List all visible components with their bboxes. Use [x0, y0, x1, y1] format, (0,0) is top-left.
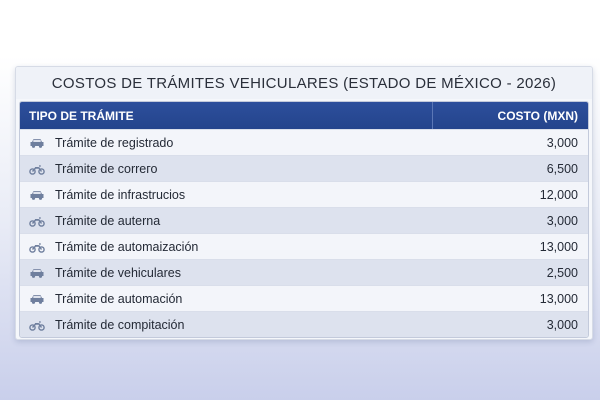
- row-label: Trámite de correго: [55, 161, 158, 176]
- row-cost: 13,000: [539, 291, 578, 306]
- row-cost: 13,000: [539, 239, 578, 254]
- row-label: Trámite de infrastrucios: [55, 187, 186, 202]
- table-row: [20, 181, 588, 207]
- header-type: TIPO DE TRÁMITE: [20, 102, 433, 129]
- table-header: [20, 102, 588, 129]
- row-label: Trámite de automaización: [55, 239, 199, 254]
- car-icon: [29, 189, 45, 201]
- costs-card: [15, 66, 593, 340]
- table-row: [20, 207, 588, 233]
- motorcycle-icon: [29, 319, 45, 331]
- table-row: [20, 129, 588, 155]
- table-row: [20, 155, 588, 181]
- row-cost: 3,000: [546, 213, 578, 228]
- motorcycle-icon: [29, 215, 45, 227]
- table-row: [20, 233, 588, 259]
- row-cost: 2,500: [546, 265, 578, 280]
- row-label: Trámite de vehiculares: [55, 265, 181, 280]
- row-cost: 12,000: [539, 187, 578, 202]
- row-cost: 3,000: [546, 135, 578, 150]
- car-icon: [29, 267, 45, 279]
- motorcycle-icon: [29, 163, 45, 175]
- table-row: [20, 259, 588, 285]
- car-icon: [29, 137, 45, 149]
- row-label: Trámite de auterna: [55, 213, 161, 228]
- table-row: [20, 285, 588, 311]
- row-label: Trámite de compitación: [55, 317, 185, 332]
- row-label: Trámite de automación: [55, 291, 183, 306]
- row-label: Trámite de registrado: [55, 135, 174, 150]
- page-title: COSTOS DE TRÁMITES VEHICULARES (ESTADO DE MÉXICO - 2026): [16, 67, 592, 99]
- table-body: [20, 129, 588, 337]
- header-cost: COSTO (MXN): [497, 108, 578, 123]
- car-icon: [29, 293, 45, 305]
- table-row: [20, 311, 588, 337]
- row-cost: 6,500: [546, 161, 578, 176]
- costs-table: [19, 101, 589, 338]
- motorcycle-icon: [29, 241, 45, 253]
- row-cost: 3,000: [546, 317, 578, 332]
